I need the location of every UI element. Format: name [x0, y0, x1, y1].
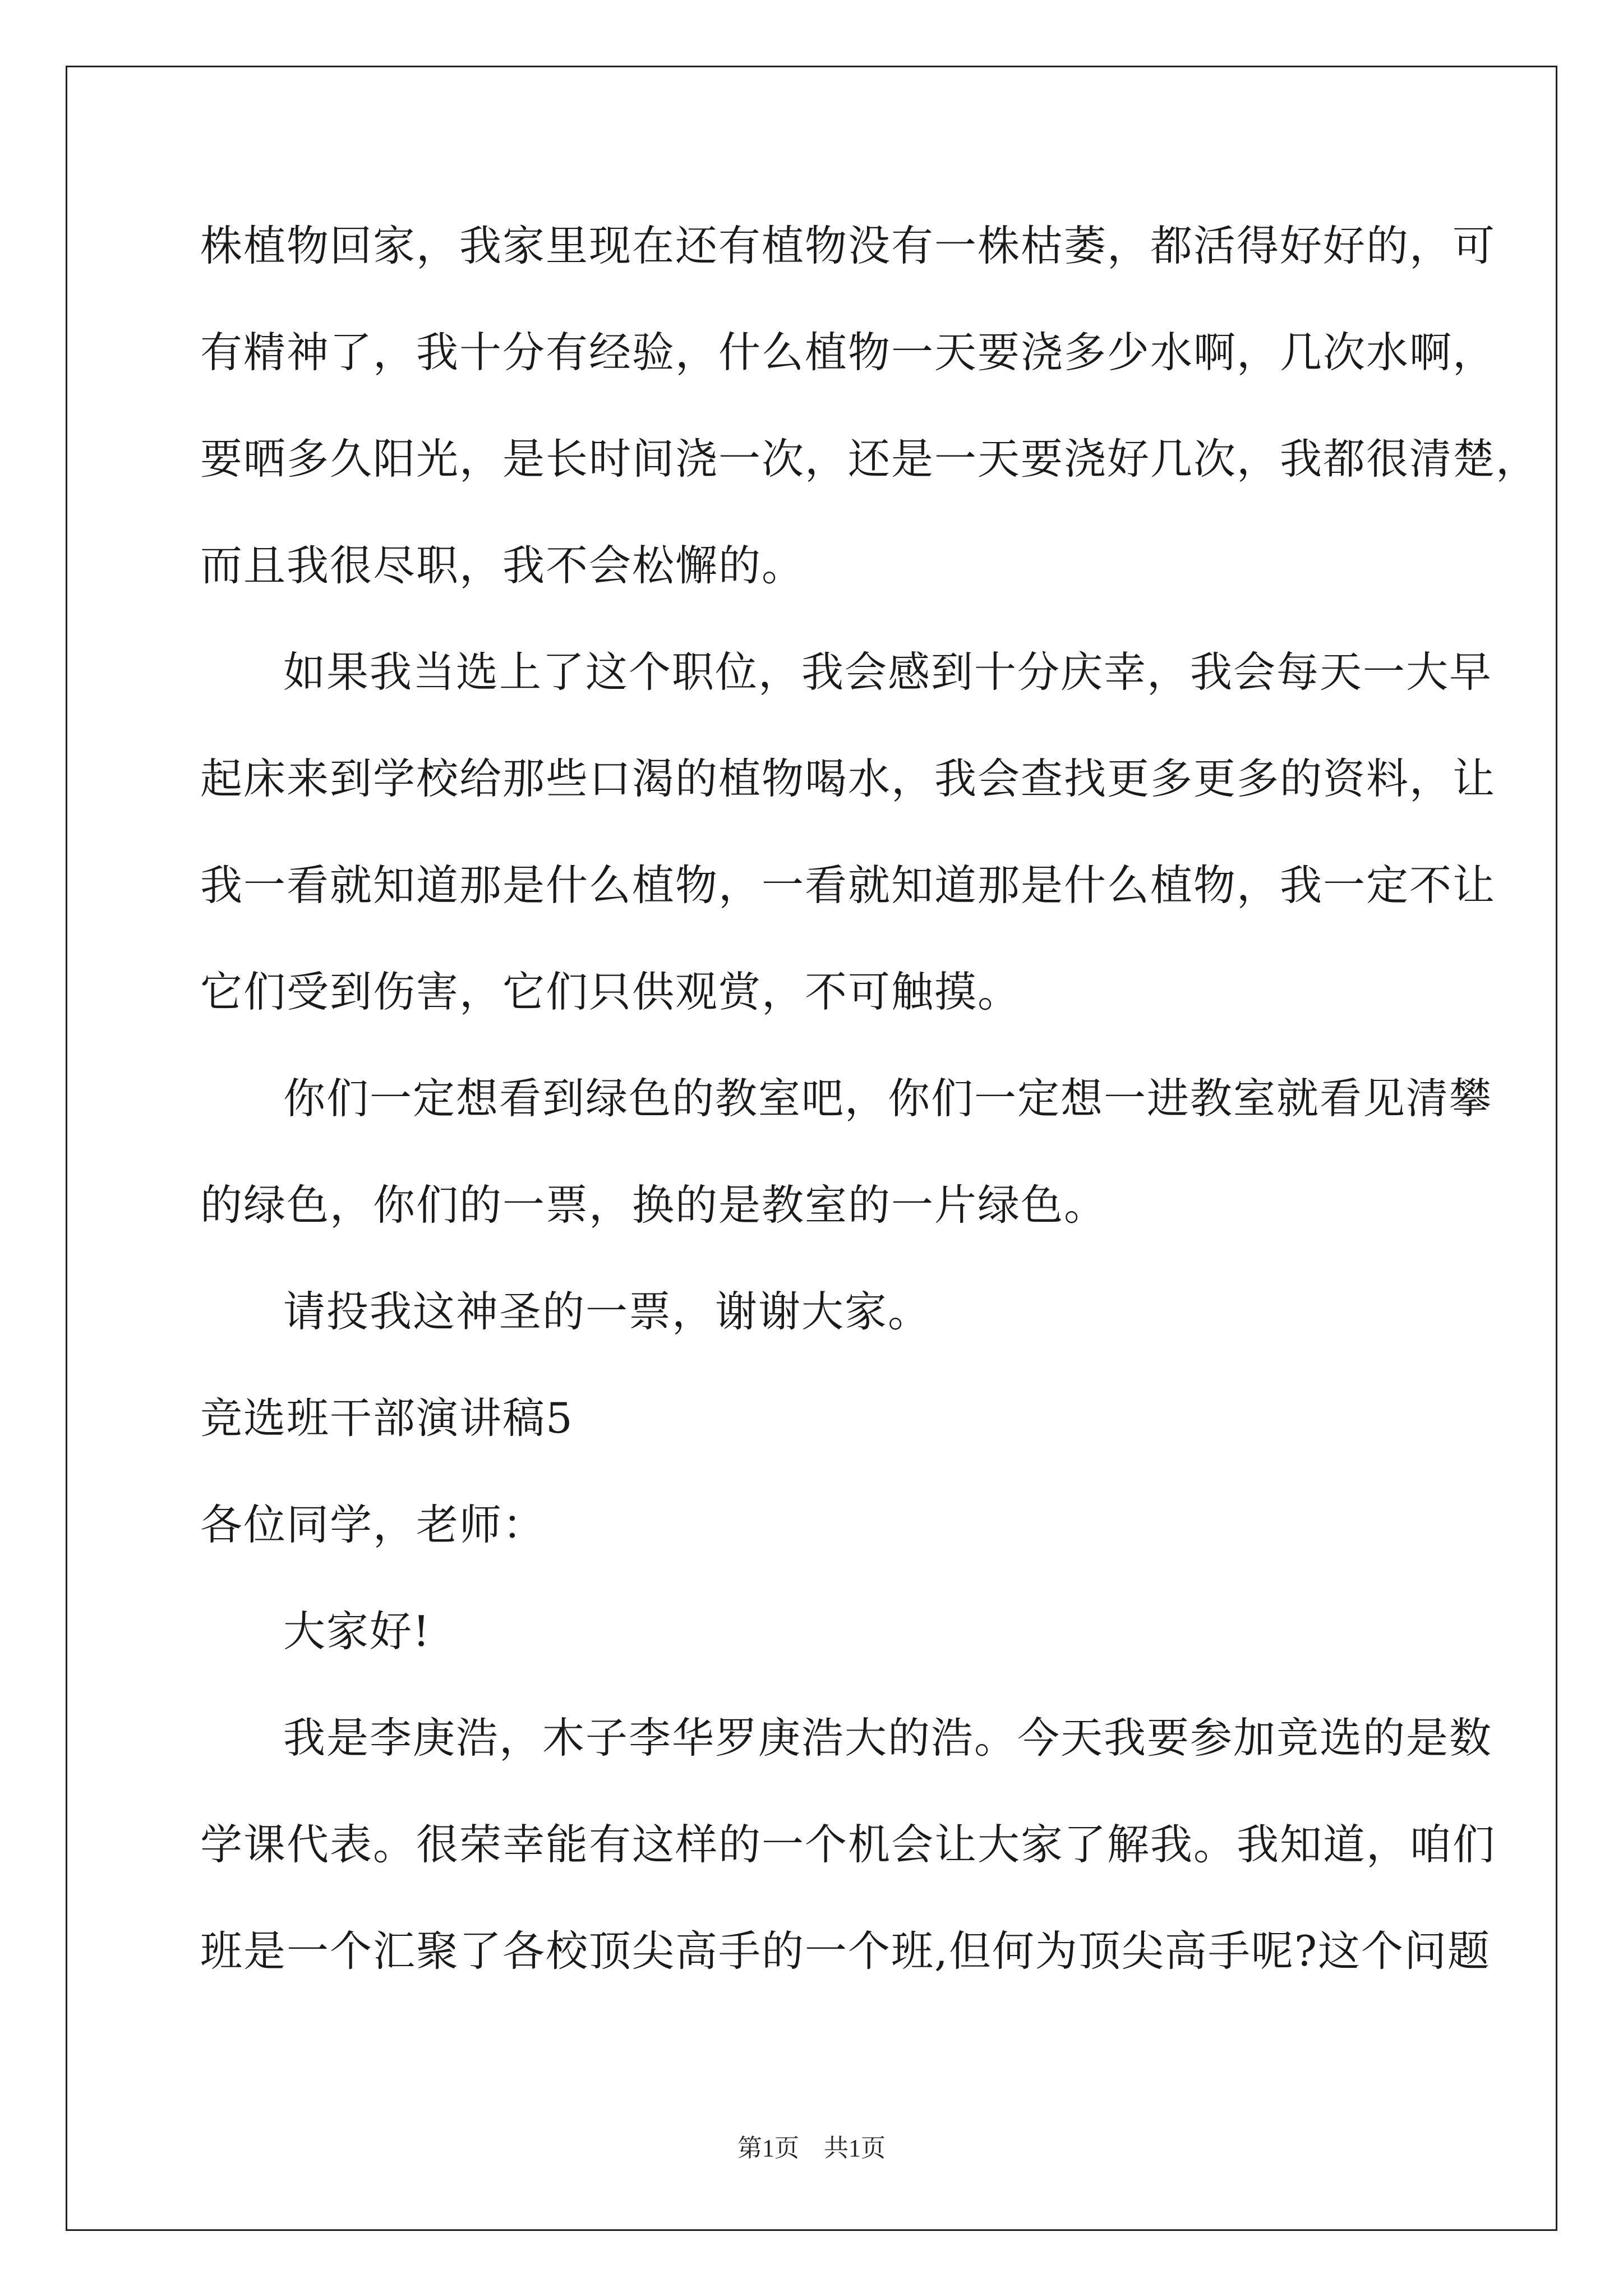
paragraph-first-line: 你们一定想看到绿色的教室吧，你们一定想一进教室就看见清攀 — [283, 1074, 1493, 1123]
text-line: 有精神了，我十分有经验，什么植物一天要浇多少水啊，几次水啊， — [200, 328, 1496, 377]
text-line: 学课代表。很荣幸能有这样的一个机会让大家了解我。我知道，咱们 — [200, 1820, 1496, 1869]
section-title: 竞选班干部演讲稿5 — [200, 1393, 574, 1443]
paragraph-first-line: 我是李庚浩，木子李华罗庚浩大的浩。今天我要参加竞选的是数 — [283, 1713, 1493, 1763]
page-border — [66, 66, 1557, 2231]
text-line: 班是一个汇聚了各校顶尖高手的一个班,但何为顶尖高手呢?这个问题 — [200, 1926, 1491, 1976]
paragraph-first-line: 如果我当选上了这个职位，我会感到十分庆幸，我会每天一大早 — [283, 647, 1493, 697]
text-line: 株植物回家，我家里现在还有植物没有一株枯萎，都活得好好的，可 — [200, 221, 1496, 270]
paragraph-first-line: 请投我这神圣的一票，谢谢大家。 — [283, 1287, 932, 1336]
greeting: 大家好! — [283, 1607, 431, 1656]
text-line: 要晒多久阳光，是长时间浇一次，还是一天要浇好几次，我都很清楚， — [200, 434, 1539, 484]
text-line: 的绿色，你们的一票，换的是教室的一片绿色。 — [200, 1180, 1108, 1230]
text-line: 我一看就知道那是什么植物，一看就知道那是什么植物，我一定不让 — [200, 861, 1496, 910]
text-line: 它们受到伤害，它们只供观赏，不可触摸。 — [200, 967, 1021, 1016]
page-footer: 第1页 共1页 — [737, 2134, 886, 2162]
text-line: 而且我很尽职，我不会松懈的。 — [200, 541, 805, 590]
text-line: 起床来到学校给那些口渴的植物喝水，我会查找更多更多的资料，让 — [200, 754, 1496, 803]
salutation: 各位同学，老师： — [200, 1500, 546, 1549]
